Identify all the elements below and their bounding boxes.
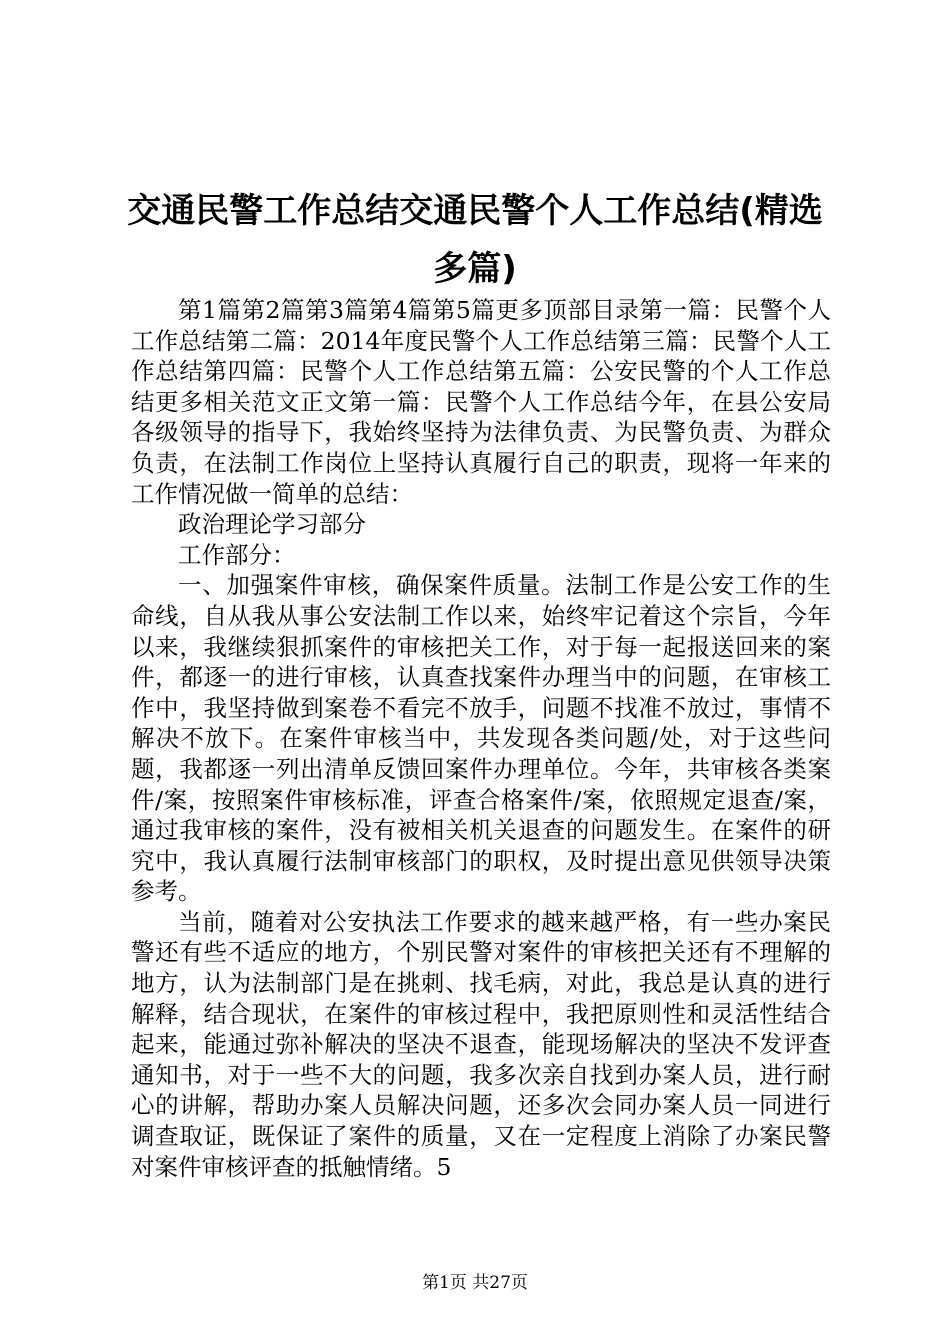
paragraph-intro: 第1篇第2篇第3篇第4篇第5篇更多顶部目录第一篇：民警个人工作总结第二篇：2014年度民警个人工作总结第三篇：民警个人工作总结第四篇：民警个人工作总结第五篇：公安民警的个人工作总结更多相关范文正文第一篇：民警个人工作总结今年，在县公安局各级领导的指导下，我始终坚持为法律负责、为民警负责、为群众负责，在法制工作岗位上坚持认真履行自己的职责，现将一年来的工作情况做一简单的总结：	[131, 296, 831, 508]
paragraph-current-situation: 当前，随着对公安执法工作要求的越来越严格，有一些办案民警还有些不适应的地方，个别民警对案件的审核把关还有不理解的地方，认为法制部门是在挑刺、找毛病，对此，我总是认真的进行解释，结合现状，在案件的审核过程中，我把原则性和灵活性结合起来，能通过弥补解决的坚决不退查，能现场解决的坚决不发评查通知书，对于一些不大的问题，我多次亲自找到办案人员，进行耐心的讲解，帮助办案人员解决问题，还多次会同办案人员一同进行调查取证，既保证了案件的质量，又在一定程度上消除了办案民警对案件审核评查的抵触情绪。5	[131, 907, 831, 1181]
document-title: 交通民警工作总结交通民警个人工作总结(精选多篇)	[127, 191, 823, 289]
document-body	[131, 295, 831, 1182]
paragraph-case-review: 一、加强案件审核，确保案件质量。法制工作是公安工作的生命线，自从我从事公安法制工作以来，始终牢记着这个宗旨，今年以来，我继续狠抓案件的审核把关工作，对于每一起报送回来的案件，都逐一的进行审核，认真查找案件办理当中的问题，在审核工作中，我坚持做到案卷不看完不放手，问题不找准不放过，事情不解决不放下。在案件审核当中，共发现各类问题/处，对于这些问题，我都逐一列出清单反馈回案件办理单位。今年，共审核各类案件/案，按照案件审核标准，评查合格案件/案，依照规定退查/案，通过我审核的案件，没有被相关机关退查的问题发生。在案件的研究中，我认真履行法制审核部门的职权，及时提出意见供领导决策参考。	[131, 571, 831, 906]
paragraph-political-study: 政治理论学习部分	[178, 510, 366, 539]
paragraph-work-section: 工作部分：	[178, 540, 296, 569]
page-number-footer: 第1页 共27页	[422, 1273, 528, 1293]
